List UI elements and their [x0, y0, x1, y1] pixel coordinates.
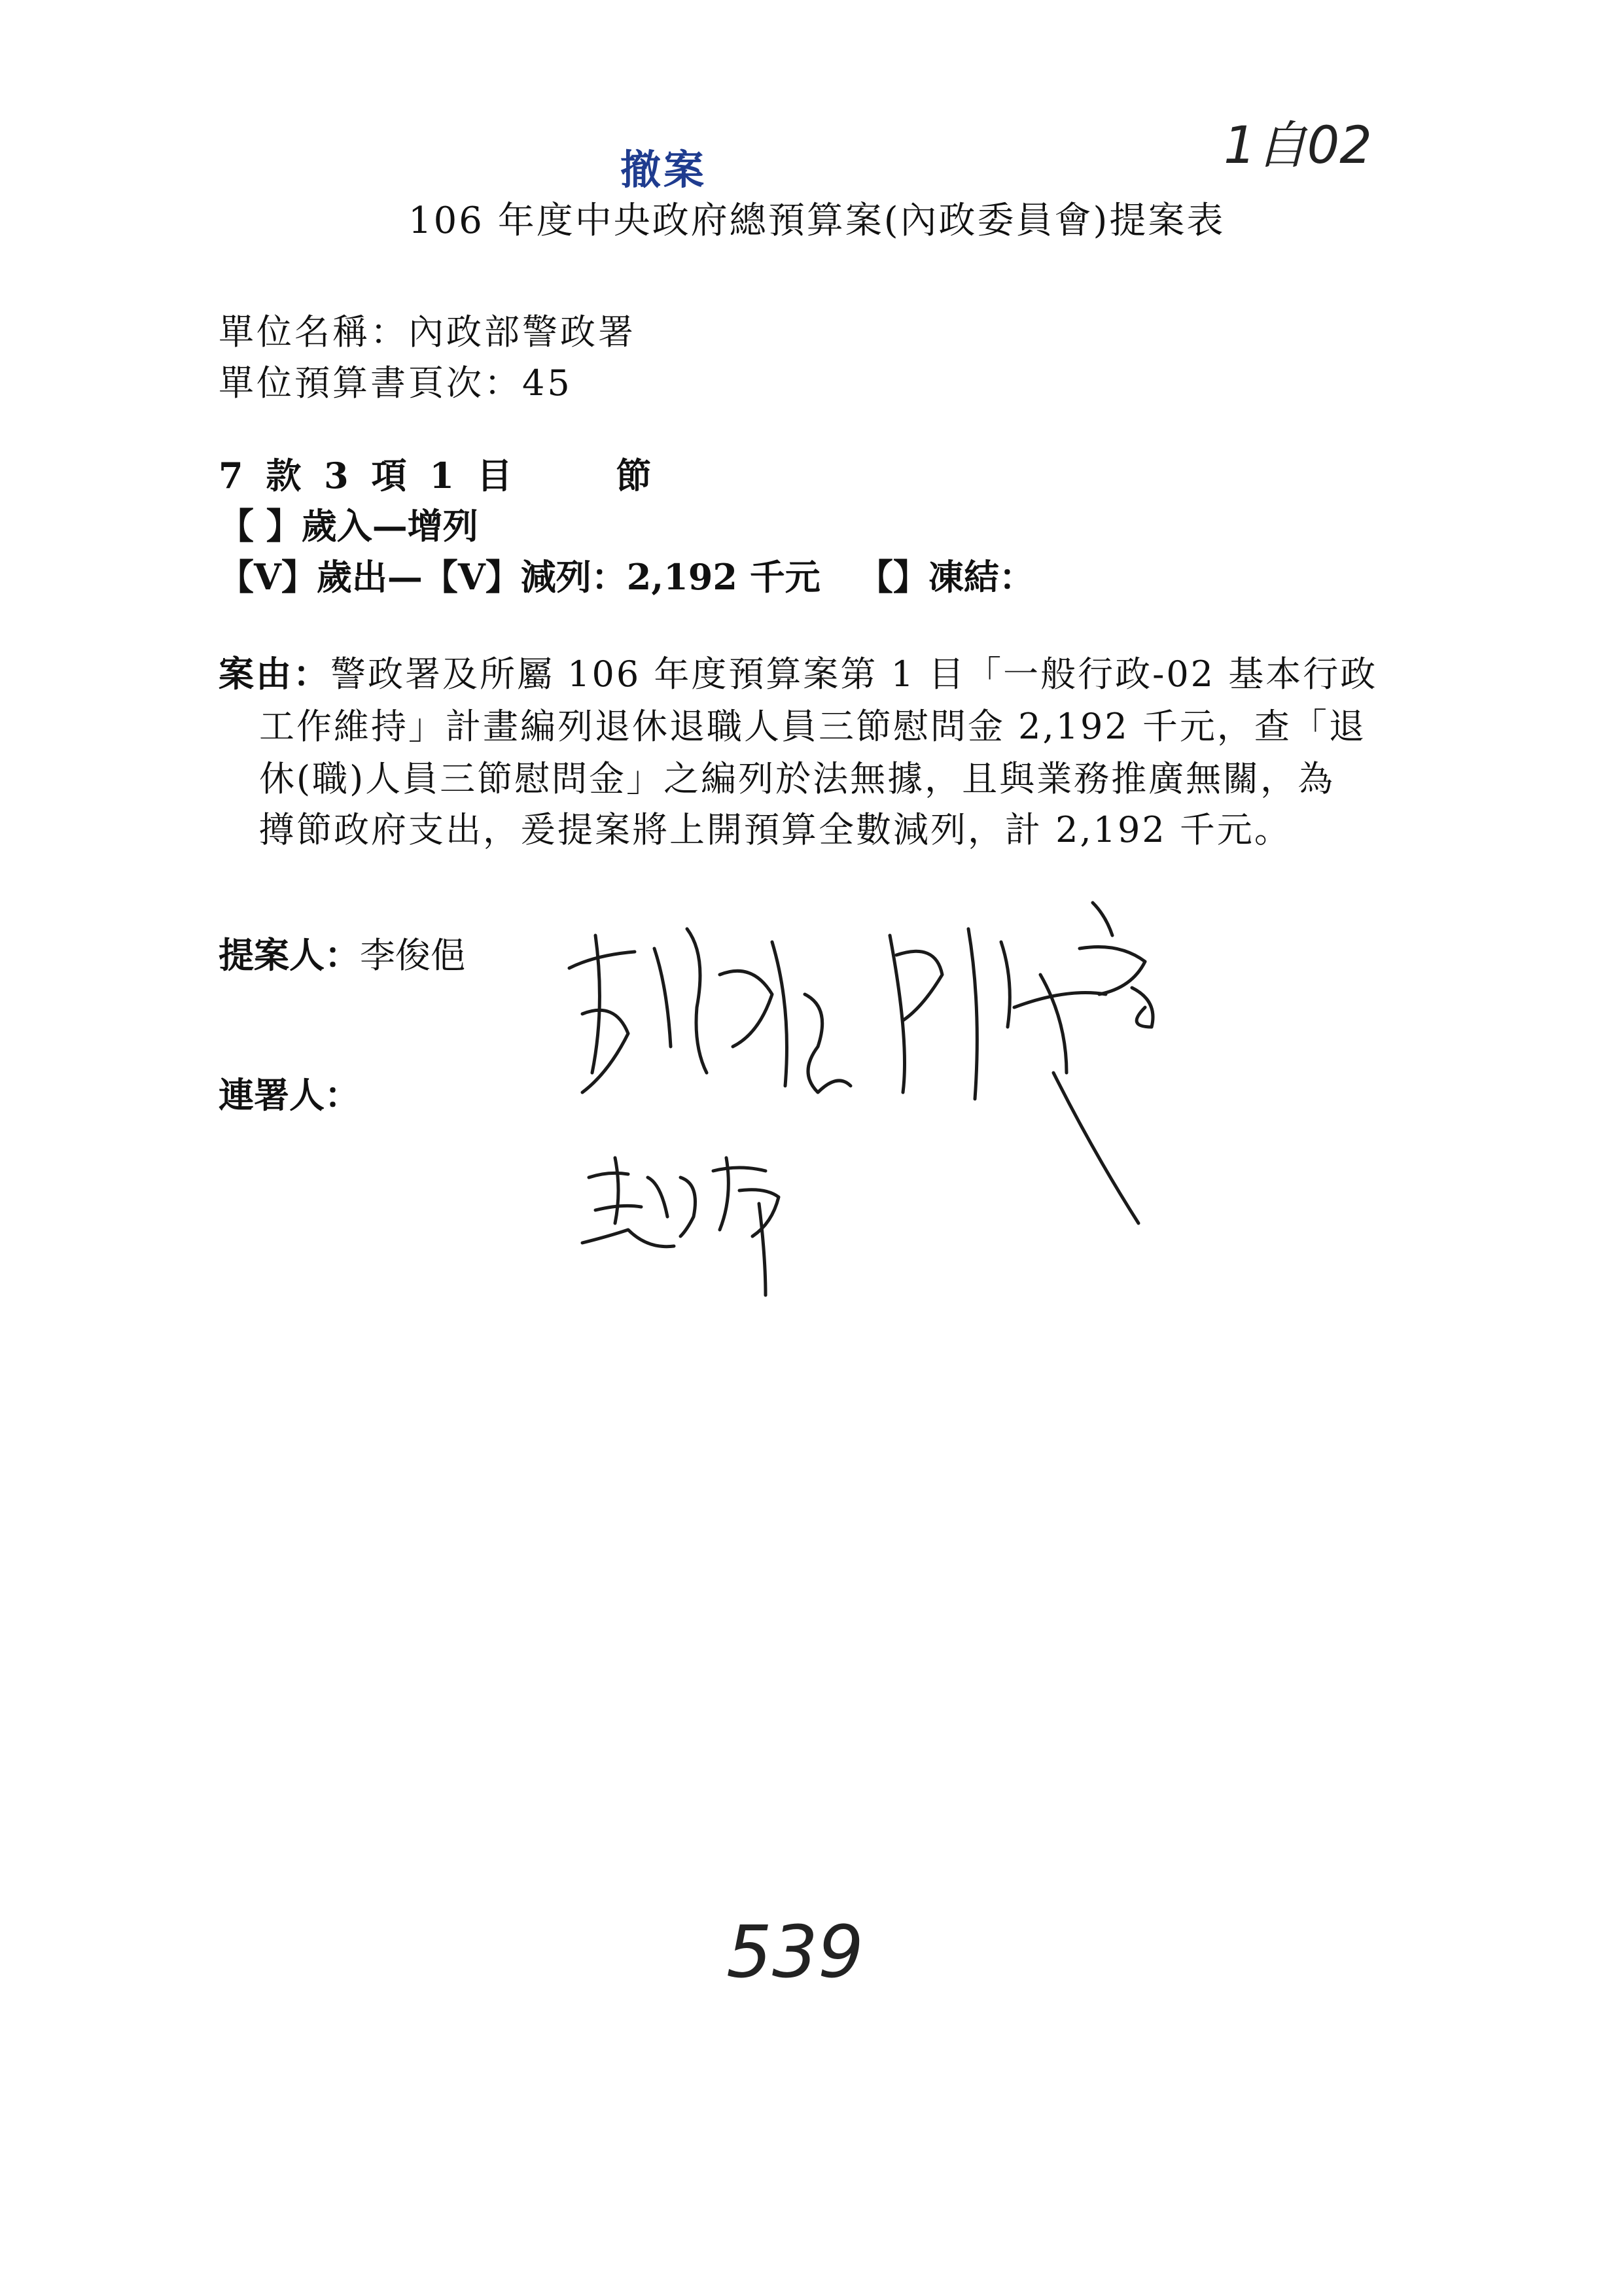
- proposer-label: 提案人：: [219, 934, 360, 976]
- unit-name: 單位名稱：內政部警政署: [219, 311, 636, 353]
- reason-line-2: 工作維持」計畫編列退休退職人員三節慰問金 2,192 千元，查「退: [259, 706, 1366, 747]
- revenue-line: 【 】歲入—增列: [219, 505, 478, 547]
- expense-prefix: 【V】歲出—【V】減列：: [219, 556, 627, 598]
- cosigner-label: 連署人：: [219, 1074, 360, 1116]
- freeze-label: 【】凍結：: [857, 556, 1034, 598]
- reason-line-3: 休(職)人員三節慰問金」之編列於法無據，且與業務推廣無關，為: [259, 758, 1335, 799]
- unit-budget-page: 單位預算書頁次：45: [219, 362, 573, 404]
- reduction-amount: 2,192 千元: [626, 556, 821, 598]
- expense-line: [219, 549, 1034, 600]
- reason-line-4: 撙節政府支出，爰提案將上開預算全數減列，計 2,192 千元。: [259, 809, 1292, 850]
- handwritten-code: 1自02: [1224, 116, 1372, 175]
- proposer-name: 李俊俋: [360, 935, 466, 976]
- page-title: 106 年度中央政府總預算案(內政委員會)提案表: [408, 200, 1226, 242]
- proposer-line: [219, 928, 466, 978]
- reason-line-1: [219, 646, 1377, 697]
- withdrawn-stamp: 撤案: [620, 146, 707, 194]
- section-line: 7 款 3 項 1 目 節: [219, 455, 657, 496]
- page-number: 539: [726, 1910, 864, 1994]
- handwritten-signature-cosigner: [569, 1138, 818, 1308]
- reason-text-1: 警政署及所屬 106 年度預算案第 1 目「一般行政-02 基本行政: [330, 653, 1378, 695]
- reason-label: 案由：: [219, 653, 330, 695]
